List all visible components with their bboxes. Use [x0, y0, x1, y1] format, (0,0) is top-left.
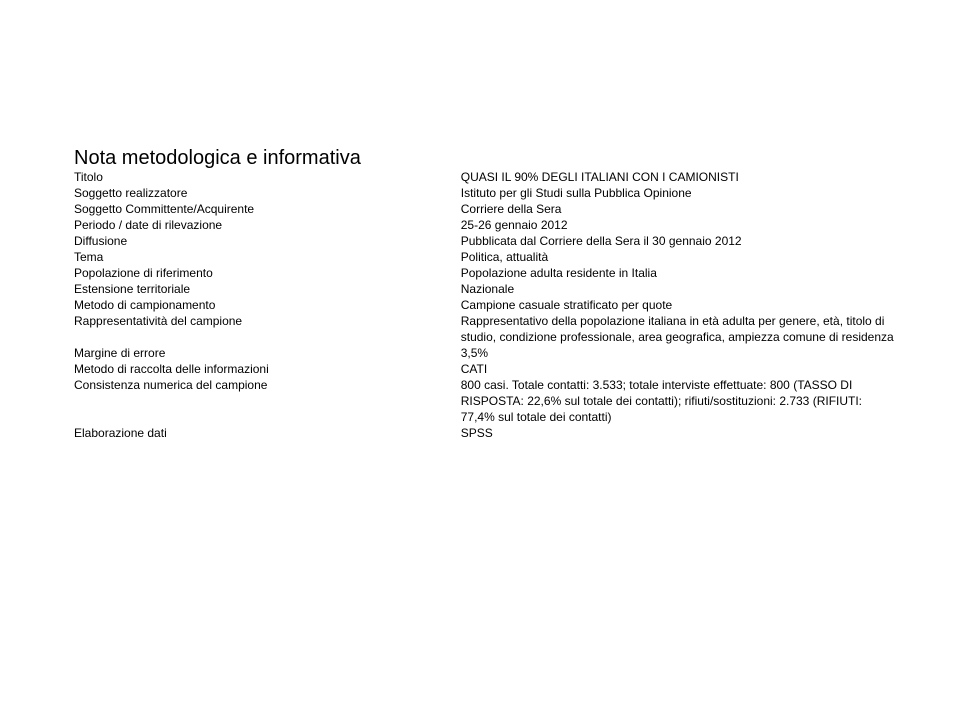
- row-value: CATI: [460, 362, 488, 376]
- row-label: Consistenza numerica del campione: [74, 378, 268, 392]
- table-row: [74, 265, 914, 281]
- table-row: [74, 169, 914, 185]
- row-label: Soggetto realizzatore: [74, 186, 188, 200]
- table-row: [74, 345, 914, 361]
- table-row: [74, 217, 914, 233]
- row-label: Popolazione di riferimento: [74, 266, 213, 280]
- row-label: Margine di errore: [74, 346, 166, 360]
- row-label: Soggetto Committente/Acquirente: [74, 202, 255, 216]
- row-value: Corriere della Sera: [460, 202, 562, 216]
- row-label: Tema: [74, 250, 104, 264]
- row-value: Istituto per gli Studi sulla Pubblica Opinione: [460, 186, 692, 200]
- row-value: Politica, attualità: [460, 250, 549, 264]
- row-value: Nazionale: [460, 282, 515, 296]
- table-row: [74, 281, 914, 297]
- row-label: Metodo di raccolta delle informazioni: [74, 362, 269, 376]
- row-label: Elaborazione dati: [74, 426, 167, 440]
- row-value: Rappresentativo della popolazione italiana in età adulta per genere, età, titolo di studio, condizione professionale, area geografica, ampiezza comune di residenza: [460, 314, 894, 344]
- table-row: [74, 313, 914, 345]
- row-label: Periodo / date di rilevazione: [74, 218, 223, 232]
- table-row: [74, 233, 914, 249]
- row-value: QUASI IL 90% DEGLI ITALIANI CON I CAMIONISTI: [460, 170, 739, 184]
- row-label: Metodo di campionamento: [74, 298, 216, 312]
- page-title: Nota metodologica e informativa: [74, 147, 361, 169]
- row-value: SPSS: [460, 426, 493, 440]
- row-value: 800 casi. Totale contatti: 3.533; totale interviste effettuate: 800 (TASSO DI RISPOSTA: 22,6% sul totale dei contatti); rifiuti/sostituzioni: 2.733 (RIFIUTI: 77,4% sul totale dei contatti): [460, 378, 863, 424]
- row-label: Titolo: [74, 170, 103, 184]
- table-row: [74, 425, 914, 441]
- row-value: Popolazione adulta residente in Italia: [460, 266, 657, 280]
- methodology-table: [74, 169, 914, 441]
- table-row: [74, 361, 914, 377]
- table-row: [74, 185, 914, 201]
- row-value: Campione casuale stratificato per quote: [460, 298, 673, 312]
- row-label: Estensione territoriale: [74, 282, 191, 296]
- row-label: Diffusione: [74, 234, 128, 248]
- table-row: [74, 249, 914, 265]
- row-value: 25-26 gennaio 2012: [460, 218, 568, 232]
- row-label: Rappresentatività del campione: [74, 314, 243, 328]
- table-row: [74, 297, 914, 313]
- table-row: [74, 377, 914, 425]
- row-value: 3,5%: [460, 346, 489, 360]
- row-value: Pubblicata dal Corriere della Sera il 30 gennaio 2012: [460, 234, 742, 248]
- table-row: [74, 201, 914, 217]
